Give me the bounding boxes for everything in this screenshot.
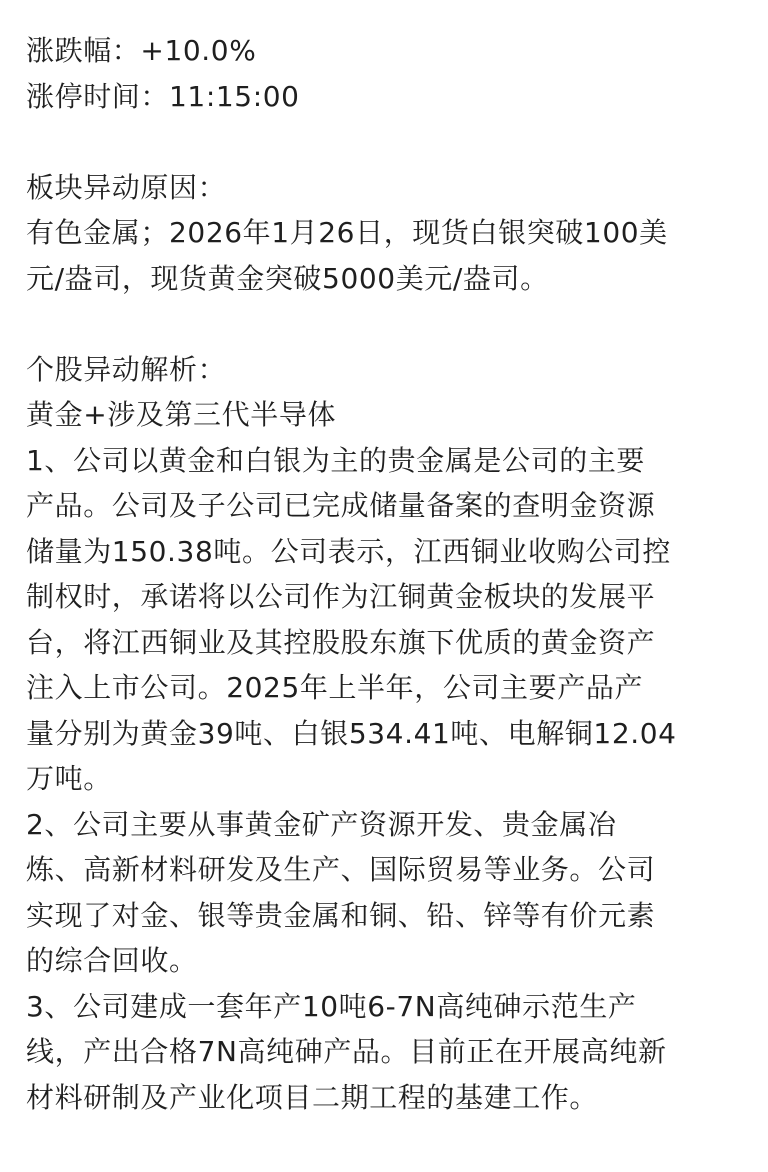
sector-heading: 板块异动原因： — [26, 170, 227, 204]
analysis-point-1 — [26, 438, 744, 802]
point-line: 实现了对金、银等贵金属和铜、铅、锌等有价元素 — [26, 898, 656, 932]
point-line: 炼、高新材料研发及生产、国际贸易等业务。公司 — [26, 853, 656, 886]
change-percent: 涨跌幅：+10.0% — [26, 34, 257, 67]
sector-reason — [26, 210, 744, 301]
analysis-point-3 — [26, 984, 744, 1121]
point-line: 台，将江西铜业及其控股股东旗下优质的黄金资产 — [26, 625, 656, 659]
sector-reason-line: 有色金属；2026年1月26日，现货白银突破100美 — [26, 216, 668, 249]
sector-reason-line: 元/盎司，现货黄金突破5000美元/盎司。 — [26, 261, 549, 295]
point-line: 制权时，承诺将以公司作为江铜黄金板块的发展平 — [26, 580, 656, 613]
spacer — [26, 119, 744, 165]
point-line: 量分别为黄金39吨、白银534.41吨、电解铜12.04 — [26, 716, 677, 750]
analysis-point-2 — [26, 802, 744, 984]
point-line: 线，产出合格7N高纯砷产品。目前正在开展高纯新 — [26, 1035, 667, 1068]
limit-up-time: 涨停时间：11:15:00 — [26, 79, 300, 113]
point-line: 万吨。 — [26, 762, 112, 795]
stock-heading: 个股异动解析： — [26, 352, 227, 386]
point-line: 注入上市公司。2025年上半年，公司主要产品产 — [26, 671, 644, 704]
point-line: 2、公司主要从事黄金矿产资源开发、贵金属冶 — [26, 807, 617, 841]
point-line: 储量为150.38吨。公司表示，江西铜业收购公司控 — [26, 534, 671, 568]
point-line: 1、公司以黄金和白银为主的贵金属是公司的主要 — [26, 443, 646, 477]
point-line: 3、公司建成一套年产10吨6-7N高纯砷示范生产 — [26, 989, 637, 1023]
point-line: 材料研制及产业化项目二期工程的基建工作。 — [26, 1080, 599, 1114]
point-line: 的综合回收。 — [26, 944, 198, 977]
spacer — [26, 301, 744, 347]
stock-tags: 黄金+涉及第三代半导体 — [26, 398, 337, 431]
point-line: 产品。公司及子公司已完成储量备案的查明金资源 — [26, 489, 656, 522]
